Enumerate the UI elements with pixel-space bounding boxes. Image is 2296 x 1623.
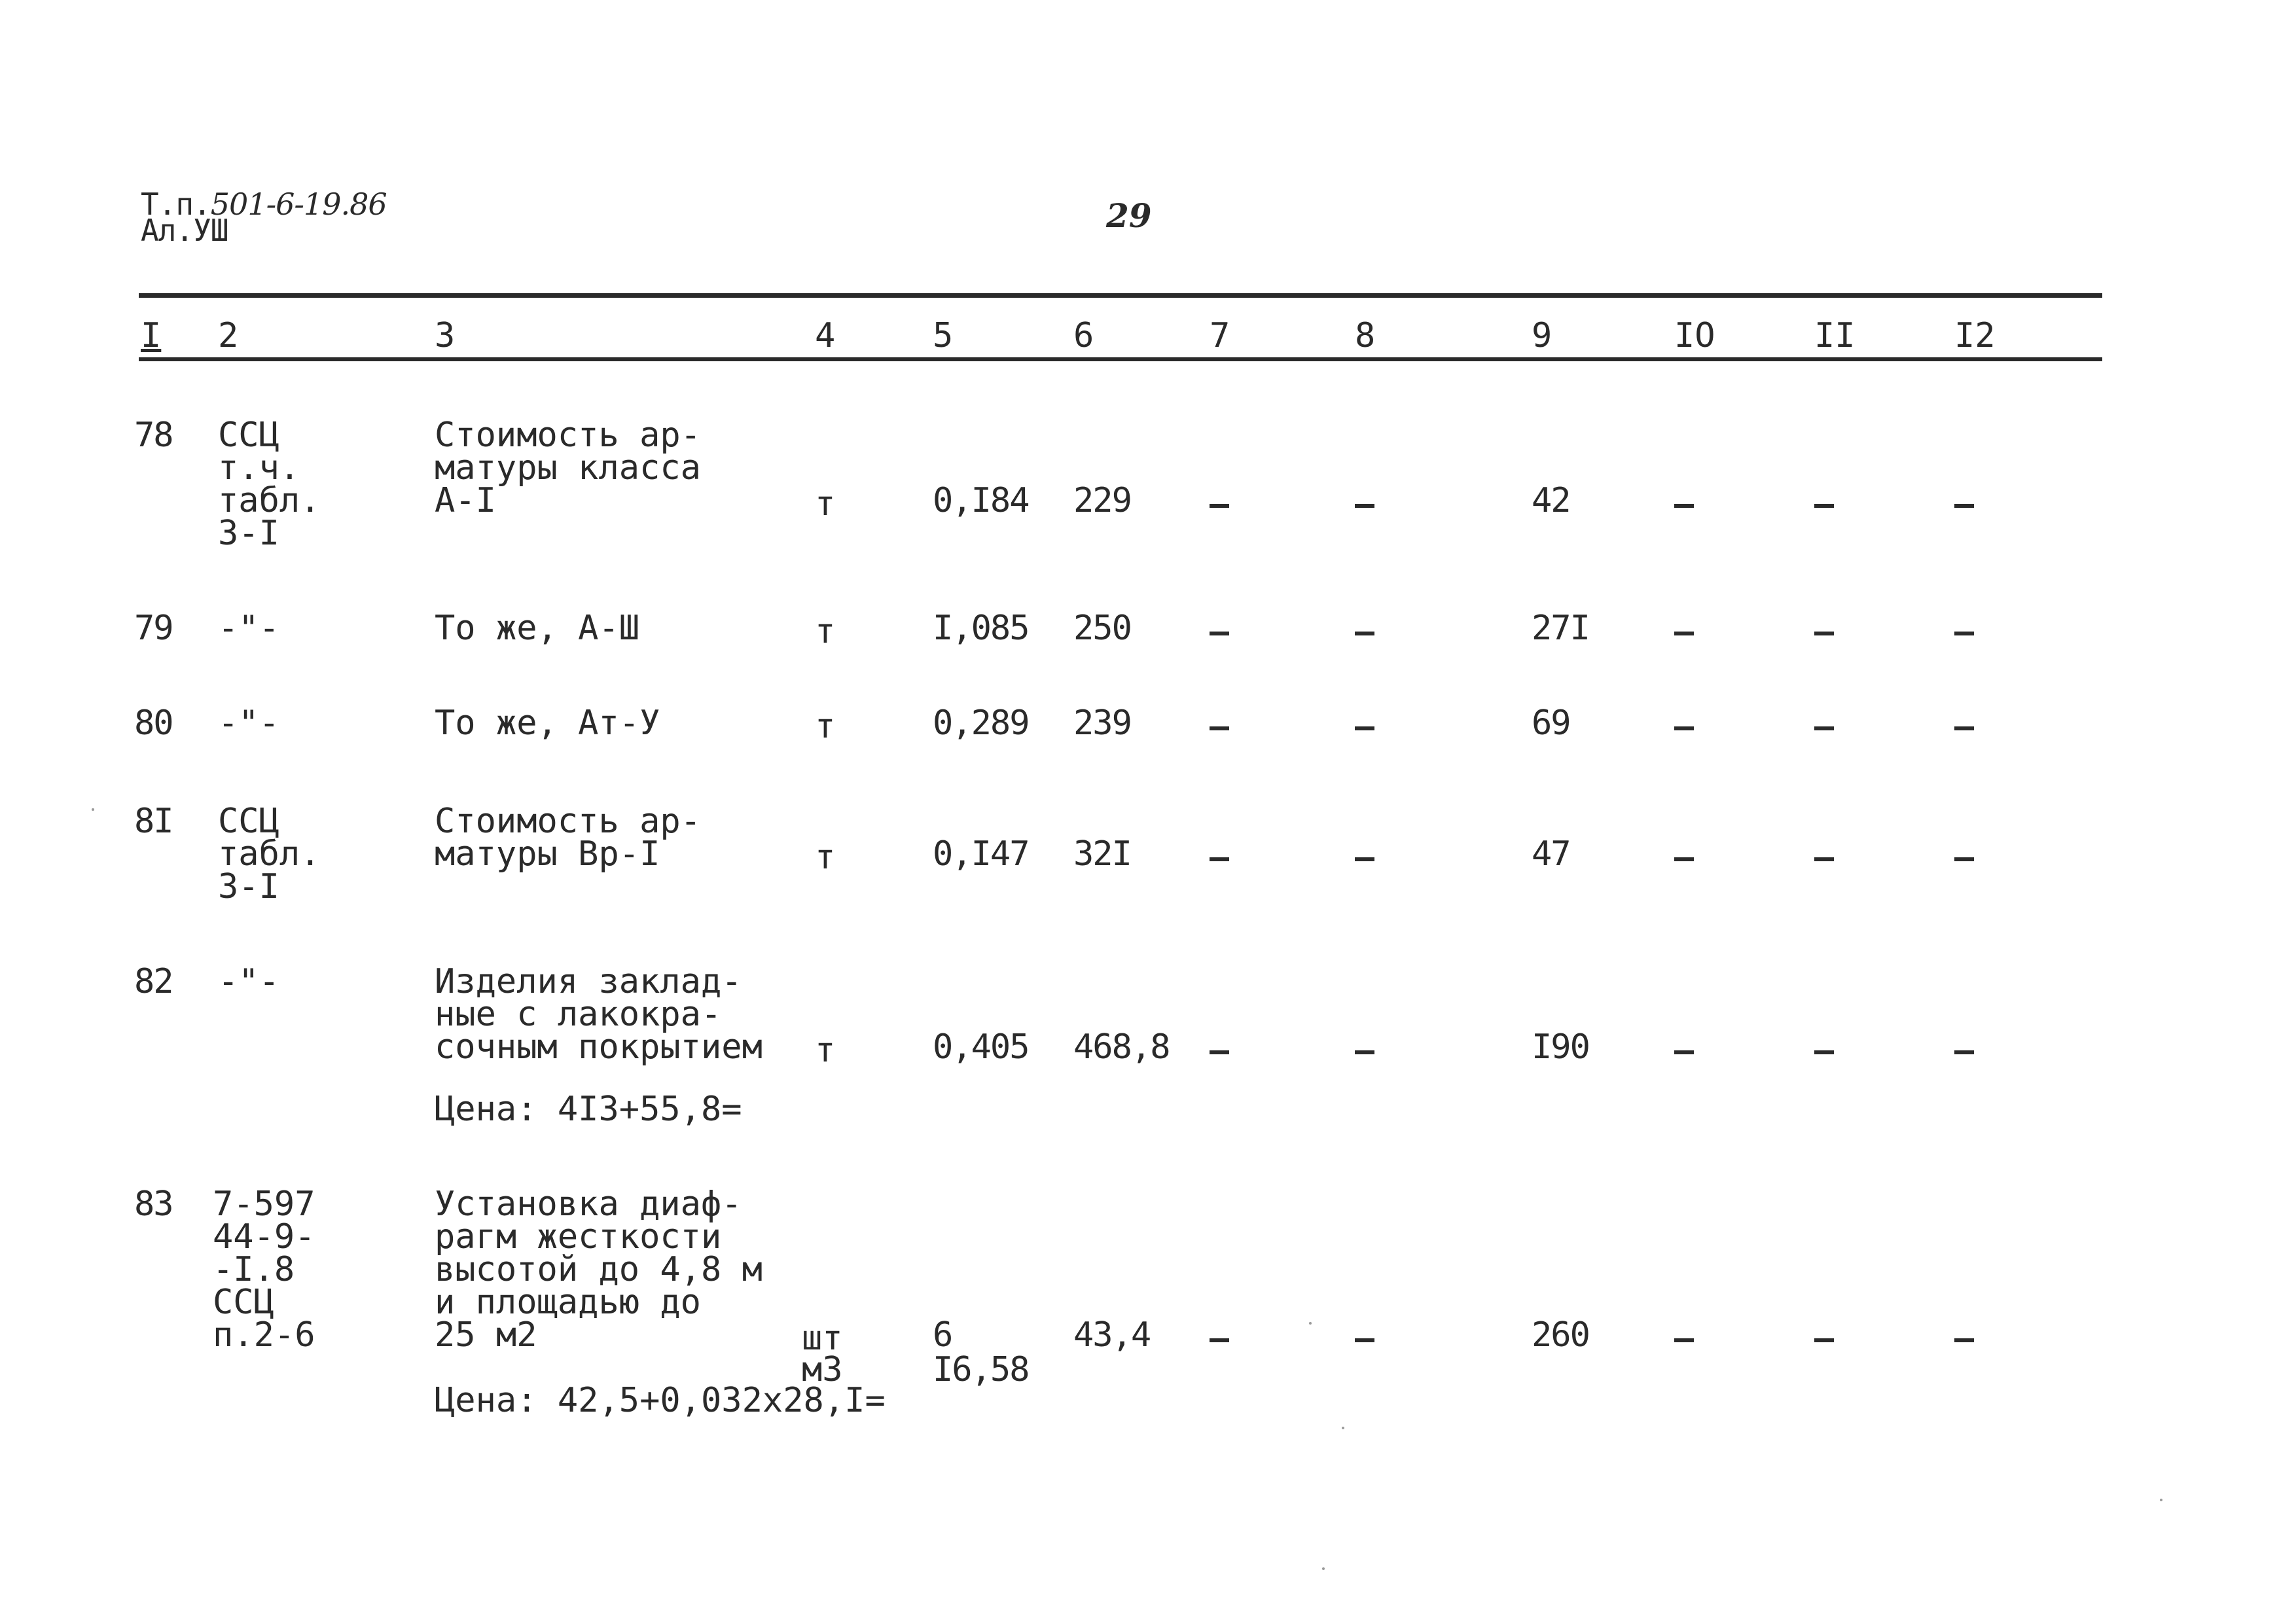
row-81-col9: 47 xyxy=(1532,834,1570,874)
row-81-quantity: 0,I47 xyxy=(933,834,1029,874)
row-83-col11-dash xyxy=(1814,1338,1834,1342)
row-79-col11-dash xyxy=(1814,632,1834,635)
row-83-col8-dash xyxy=(1355,1338,1374,1342)
table-header-rule xyxy=(139,357,2102,361)
scan-speck xyxy=(1322,1567,1325,1570)
document-reference xyxy=(141,187,387,248)
row-83-col12-dash xyxy=(1954,1338,1974,1342)
row-78-code-line-2: т.ч. xyxy=(218,448,300,488)
row-81-unit: т xyxy=(815,838,836,877)
row-80-number: 80 xyxy=(134,704,173,743)
column-header-2: 2 xyxy=(218,316,239,355)
row-82-price-note: Цена: 4I3+55,8= xyxy=(435,1090,742,1129)
column-header-1: I xyxy=(141,316,162,355)
row-82-col11-dash xyxy=(1814,1050,1834,1054)
row-79-col10-dash xyxy=(1674,632,1694,635)
row-80-description: То же, Ат-У xyxy=(435,704,660,743)
reference-line-2: Ал.УШ xyxy=(141,213,228,248)
row-81-code-line-1: ССЦ xyxy=(218,802,279,841)
row-78-code-line-3: табл. xyxy=(218,481,321,520)
row-83-unit-2: м3 xyxy=(802,1350,843,1389)
row-83-unit: шт xyxy=(802,1319,843,1358)
row-78-col11-dash xyxy=(1814,504,1834,508)
table-top-rule xyxy=(139,293,2102,298)
row-80-col12-dash xyxy=(1954,726,1974,730)
row-78-col7-dash xyxy=(1210,504,1229,508)
row-82-code: -"- xyxy=(218,962,279,1001)
row-83-code-line-4: ССЦ xyxy=(213,1283,274,1322)
row-80-quantity: 0,289 xyxy=(933,704,1029,743)
row-78-quantity: 0,I84 xyxy=(933,481,1029,520)
row-78-description-line-2: матуры класса xyxy=(435,448,701,488)
row-80-unit: т xyxy=(815,707,836,746)
row-83-col9: 260 xyxy=(1532,1315,1589,1355)
row-79-col9: 27I xyxy=(1532,609,1589,648)
row-83-description-line-2: рагм жесткости xyxy=(435,1217,722,1257)
row-78-code-line-4: 3-I xyxy=(218,514,279,553)
column-header-5: 5 xyxy=(933,316,954,355)
row-82-col10-dash xyxy=(1674,1050,1694,1054)
row-83-description-line-3: высотой до 4,8 м xyxy=(435,1250,762,1289)
row-80-col8-dash xyxy=(1355,726,1374,730)
row-82-description-line-3: сочным покрытием xyxy=(435,1027,762,1067)
row-82-col12-dash xyxy=(1954,1050,1974,1054)
column-header-3: 3 xyxy=(435,316,456,355)
column-header-12: I2 xyxy=(1954,316,1996,355)
row-81-col11-dash xyxy=(1814,857,1834,861)
row-83-code-line-3: -I.8 xyxy=(213,1250,295,1289)
column-header-10: IO xyxy=(1674,316,1715,355)
row-78-col12-dash xyxy=(1954,504,1974,508)
row-81-code-line-3: 3-I xyxy=(218,867,279,906)
row-83-description-line-4: и площадью до xyxy=(435,1283,701,1322)
row-82-unit: т xyxy=(815,1031,836,1070)
row-82-quantity: 0,405 xyxy=(933,1027,1029,1067)
row-83-quantity: 6 xyxy=(933,1315,952,1355)
row-79-number: 79 xyxy=(134,609,173,648)
row-78-description-line-3: А-I xyxy=(435,481,496,520)
row-81-number: 8I xyxy=(134,802,173,841)
row-79-price: 250 xyxy=(1073,609,1131,648)
row-83-col10-dash xyxy=(1674,1338,1694,1342)
row-79-col8-dash xyxy=(1355,632,1374,635)
row-81-description-line-2: матуры Вр-I xyxy=(435,834,660,874)
row-78-col9: 42 xyxy=(1532,481,1570,520)
row-82-description-line-1: Изделия заклад- xyxy=(435,962,742,1001)
row-79-code: -"- xyxy=(218,609,279,648)
row-79-description: То же, А-Ш xyxy=(435,609,640,648)
row-83-price: 43,4 xyxy=(1073,1315,1151,1355)
row-80-code: -"- xyxy=(218,704,279,743)
column-header-6: 6 xyxy=(1073,316,1094,355)
row-78-number: 78 xyxy=(134,416,173,455)
row-78-code-line-1: ССЦ xyxy=(218,416,279,455)
row-82-number: 82 xyxy=(134,962,173,1001)
row-83-code-line-1: 7-597 xyxy=(213,1185,315,1224)
page-number: 29 xyxy=(1106,196,1152,235)
row-81-code-line-2: табл. xyxy=(218,834,321,874)
row-81-price: 32I xyxy=(1073,834,1131,874)
column-header-4: 4 xyxy=(815,316,836,355)
column-header-7: 7 xyxy=(1210,316,1230,355)
scan-speck xyxy=(2160,1499,2162,1501)
row-83-description-line-1: Установка диаф- xyxy=(435,1185,742,1224)
row-80-col10-dash xyxy=(1674,726,1694,730)
row-80-price: 239 xyxy=(1073,704,1131,743)
row-79-col12-dash xyxy=(1954,632,1974,635)
row-82-price: 468,8 xyxy=(1073,1027,1170,1067)
row-78-unit: т xyxy=(815,484,836,524)
row-78-col8-dash xyxy=(1355,504,1374,508)
row-80-col9: 69 xyxy=(1532,704,1570,743)
row-81-col10-dash xyxy=(1674,857,1694,861)
reference-handwritten: 501-6-19.86 xyxy=(210,187,387,222)
row-83-description-line-5: 25 м2 xyxy=(435,1315,537,1355)
row-81-description-line-1: Стоимость ар- xyxy=(435,802,701,841)
row-83-quantity-2: I6,58 xyxy=(933,1350,1029,1389)
column-header-11: II xyxy=(1814,316,1856,355)
row-79-col7-dash xyxy=(1210,632,1229,635)
row-78-price: 229 xyxy=(1073,481,1131,520)
row-78-description-line-1: Стоимость ар- xyxy=(435,416,701,455)
scan-speck xyxy=(92,808,94,811)
row-78-col10-dash xyxy=(1674,504,1694,508)
row-81-col8-dash xyxy=(1355,857,1374,861)
row-81-col7-dash xyxy=(1210,857,1229,861)
column-header-9: 9 xyxy=(1532,316,1552,355)
row-80-col7-dash xyxy=(1210,726,1229,730)
column-header-8: 8 xyxy=(1355,316,1376,355)
row-83-code-line-2: 44-9- xyxy=(213,1217,315,1257)
row-83-code-line-5: п.2-6 xyxy=(213,1315,315,1355)
row-79-unit: т xyxy=(815,612,836,651)
row-82-col8-dash xyxy=(1355,1050,1374,1054)
scan-speck xyxy=(1309,1322,1312,1325)
row-82-col7-dash xyxy=(1210,1050,1229,1054)
row-83-col7-dash xyxy=(1210,1338,1229,1342)
row-82-col9: I90 xyxy=(1532,1027,1589,1067)
reference-printed: Т.п. xyxy=(141,187,211,222)
row-80-col11-dash xyxy=(1814,726,1834,730)
row-81-col12-dash xyxy=(1954,857,1974,861)
row-79-quantity: I,085 xyxy=(933,609,1029,648)
scan-speck xyxy=(1342,1427,1344,1429)
row-82-description-line-2: ные с лакокра- xyxy=(435,995,722,1034)
row-83-price-note: Цена: 42,5+0,032х28,I= xyxy=(435,1381,886,1420)
row-83-number: 83 xyxy=(134,1185,173,1224)
